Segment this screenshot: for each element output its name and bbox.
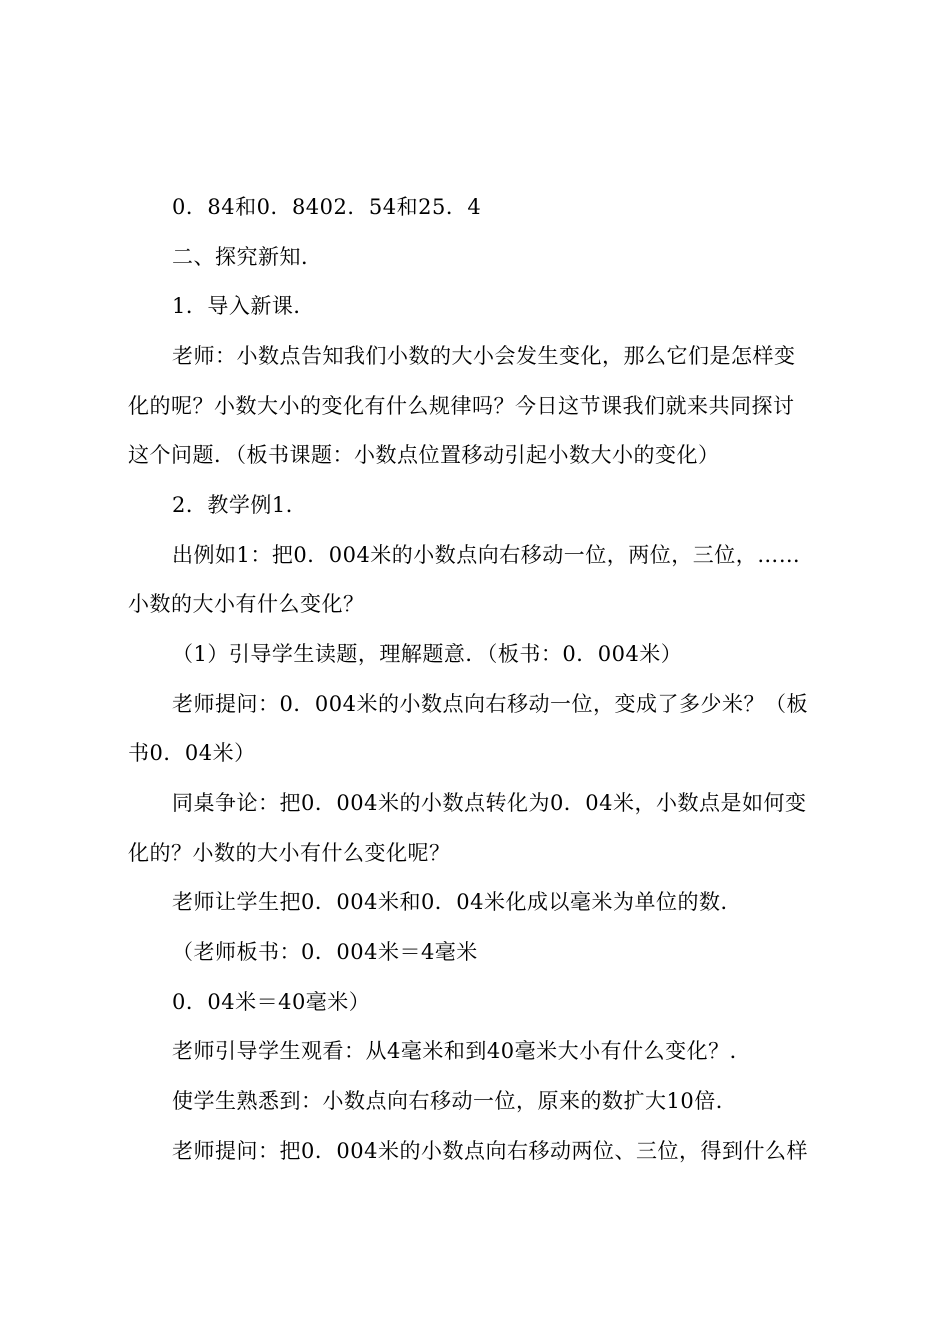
section-heading: 二、探究新知．: [172, 245, 323, 269]
text-line: 0．04米＝40毫米）: [172, 990, 371, 1014]
text-line: 化的呢？小数大小的变化有什么规律吗？今日这节课我们就来共同探讨: [128, 394, 795, 418]
text-line: 书0．04米）: [128, 741, 256, 765]
text-line: 老师提问：0．004米的小数点向右移动一位，变成了多少米？（板: [172, 692, 808, 716]
text-line: 老师引导学生观看：从4毫米和到40毫米大小有什么变化？．: [172, 1039, 752, 1063]
text-line: 化的？小数的大小有什么变化呢？: [128, 841, 451, 865]
text-line: 老师让学生把0．004米和0．04米化成以毫米为单位的数．: [172, 890, 743, 914]
text-line: 出例如1：把0．004米的小数点向右移动一位，两位，三位，……: [172, 543, 801, 567]
text-line: 老师提问：把0．004米的小数点向右移动两位、三位，得到什么样: [172, 1139, 808, 1163]
text-line: 0．84和0．8402．54和25．4: [172, 195, 482, 219]
text-line: 使学生熟悉到：小数点向右移动一位，原来的数扩大10倍．: [172, 1089, 738, 1113]
text-line: 小数的大小有什么变化？: [128, 592, 365, 616]
subsection-heading: 2．教学例1．: [172, 493, 308, 517]
text-line: （1）引导学生读题，理解题意．（板书：0．004米）: [172, 642, 683, 666]
subsection-heading: 1．导入新课．: [172, 294, 315, 318]
text-line: （老师板书：0．004米＝4毫米: [172, 940, 478, 964]
text-line: 老师：小数点告知我们小数的大小会发生变化，那么它们是怎样变: [172, 344, 796, 368]
text-line: 同桌争论：把0．004米的小数点转化为0．04米，小数点是如何变: [172, 791, 807, 815]
text-line: 这个问题．（板书课题：小数点位置移动引起小数大小的变化）: [128, 443, 720, 467]
